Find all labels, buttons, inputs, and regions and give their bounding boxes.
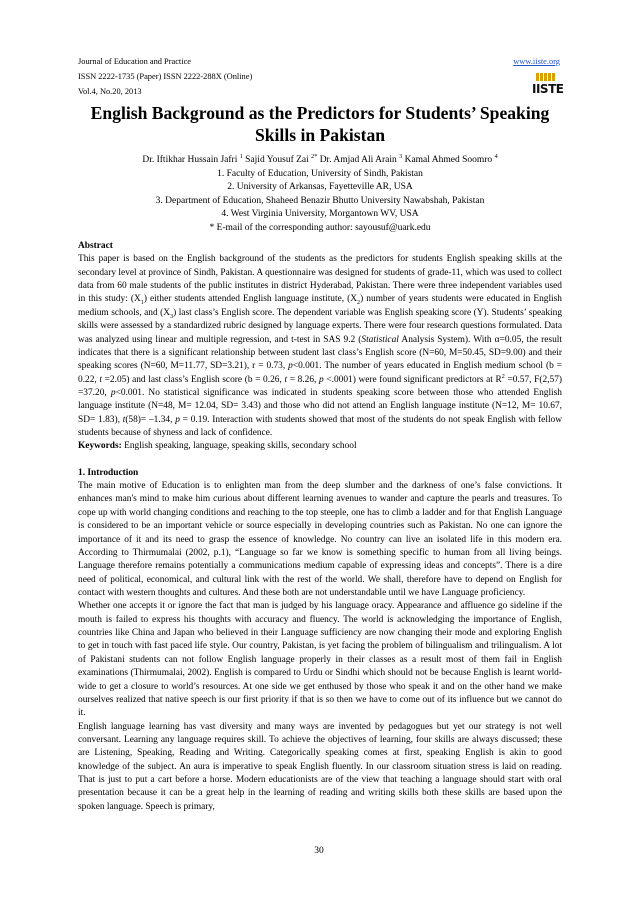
keywords-text: English speaking, language, speaking skills, secondary school — [121, 441, 357, 452]
abstract-heading: Abstract — [78, 241, 113, 251]
intro-paragraph-3: English language learning has vast diversity and many ways are invented by pedagogues but yet our strategy is not well conversant. Learning any language requires skill. To achieve the objectives of learning, four skills are always discussed; these are Listening, Speaking, Reading and Writing. Categorically speaking comes at first, speaking English is akin to good knowledge of the subject. An aura is imperative to speak English fluently. In our classroom situation stress is laid on reading. That is just to put a cart before a horse. Modern educationists are of the view that teaching a language should start with oral presentation because it can be a great help in the learning of reading and writing skills both these skills are based upon the spoken language. Speech is primary, — [78, 721, 562, 812]
author-4: Kamal Ahmed Soomro — [402, 155, 495, 165]
author-1: Dr. Iftikhar Hussain Jafri — [142, 155, 240, 165]
iiste-logo — [530, 71, 564, 97]
author-list — [78, 154, 562, 168]
author-4-sup: 4 — [494, 153, 498, 160]
journal-name: Journal of Education and Practice — [78, 57, 192, 66]
journal-header — [78, 54, 252, 99]
author-3-sup: 3 — [399, 153, 403, 160]
journal-url-link[interactable]: www.iiste.org — [513, 57, 560, 66]
journal-volume: Vol.4, No.20, 2013 — [78, 87, 142, 96]
intro-paragraph-1: The main motive of Education is to enlighten man from the deep slumber and the darkness of one’s false convictions. It enhances man's mind to make him curious about different learning avenues to wander and capture the pearls and treasures. To cope up with world changing conditions and reaching to the top steeple, one has to climb a ladder and for that English Language is considered to be an important vehicle or source especially in developing countries such as Pakistan. No one can ignore the importance of it and its need to grasp the essence of knowledge. No country can live an isolated life in this modern era. According to Thirmumalai (2002, p.1), “Language so far we know is something specific to human from all living beings. Language therefore remains potentially a communications medium capable of expressing ideas and concepts”. There is a dire need of political, economical, and cultural link with the rest of the world. We shall, therefore have to depend on English for contact with western thoughts and cultures. And these both are not understandable until we have Language proficiency. — [78, 481, 562, 598]
intro-paragraph-2: Whether one accepts it or ignore the fact that man is judged by his language oracy. Appearance and affluence go sideline if the mouth is failed to express his thoughts with accuracy and fluency. The world is acknowledging the importance of English, countries like China and Japan who believed in their Language sufficiency are now changing their mode and exploring English to get in touch with fast paced life style. Our country, Pakistan, is yet facing the problem of bilingualism and trilingualism. A lot of Pakistani students can not follow English language properly in their classes as a result most of them fail in English examinations (Thirmumalai, 2002). English is compared to Urdu or Sindhi which should not be because English is learnt world-wide to get a closure to world’s resources. At one side we get enthused by those who speak it and on the other hand we make ourselves realized that native speech is our first priority if that is so then we have to come out of its influence but we cannot do it. — [78, 601, 562, 719]
paper-body — [78, 240, 562, 814]
keywords-label: Keywords: — [78, 441, 122, 452]
introduction-heading: 1. Introduction — [78, 467, 139, 478]
corresponding-email: * E-mail of the corresponding author: sayousuf@uark.edu — [209, 222, 431, 233]
title-line-2: Skills in Pakistan — [254, 125, 386, 145]
affiliation-4: 4. West Virginia University, Morgantown WV, USA — [221, 209, 419, 219]
page-number: 30 — [314, 846, 324, 856]
journal-header-right — [513, 54, 564, 102]
journal-issn: ISSN 2222-1735 (Paper) ISSN 2222-288X (Online) — [78, 72, 253, 81]
affiliation-3: 3. Department of Education, Shaheed Benazir Bhutto University Nawabshah, Pakistan — [155, 195, 485, 206]
author-2: Sajid Yousuf Zai — [242, 155, 312, 165]
logo-text: IISTE — [532, 82, 564, 96]
author-1-sup: 1 — [239, 153, 243, 160]
author-2-sup: 2* — [311, 153, 318, 160]
authors-block — [78, 154, 562, 235]
abstract-text: This paper is based on the English background of the students as the predictors for students English speaking skills at the secondary level at province of Sindh, Pakistan. A questionnaire was designed for students of grade-11, which was used to collect data from 60 male students of the public institutes in district Hyderabad, Pakistan. There were three independent variables used in this study: $(X_1)$ either students attended English language institute, $(X_2)$ number of years students were educated in English medium schools, and $(X_3)$ last class’s English score. The dependent variable was English speaking score (Y). Students’ speaking skills were assessed by a standardized rubric designed by language experts. There were four research questions formulated. Data was analyzed using linear and multiple regression, and t-test in SAS 9.2 (Statistical Analysis System). With α=0.05, the result indicates that there is a significant relationship between student last class’s English score (N=60, M=50.45, SD=9.00) and their speaking scores (N=60, M=11.77, SD=3.21), r = 0.73, p<0.001. The number of years educated in English medium school (b = 0.22, t =2.05) and last class’s English score (b = 0.26, t = 8.26, p <.0001) were found significant predictors at $R^2 =0.57$, F(2,57) =37.20, p<0.001. No statistical significance was indicated in students speaking score between those who attended English language institute (N=48, M= 12.04, SD= 3.43) and those who did not attend an English language institute (N=12, M= 10.67, SD= 1.83), t(58)= –1.34, p = 0.19. Interaction with students showed that most of the students do not speak English with fellow students because of shyness and lack of confidence. — [78, 254, 563, 439]
logo-stripes-icon — [536, 73, 556, 81]
affiliation-1: 1. Faculty of Education, University of Sindh, Pakistan — [217, 168, 423, 179]
title-line-1: English Background as the Predictors for Students’ Speaking — [90, 103, 550, 123]
author-3: Dr. Amjad Ali Arain — [317, 155, 400, 165]
paper-title — [78, 102, 562, 146]
affiliation-2: 2. University of Arkansas, Fayetteville AR, USA — [227, 182, 413, 192]
keywords — [78, 440, 562, 453]
